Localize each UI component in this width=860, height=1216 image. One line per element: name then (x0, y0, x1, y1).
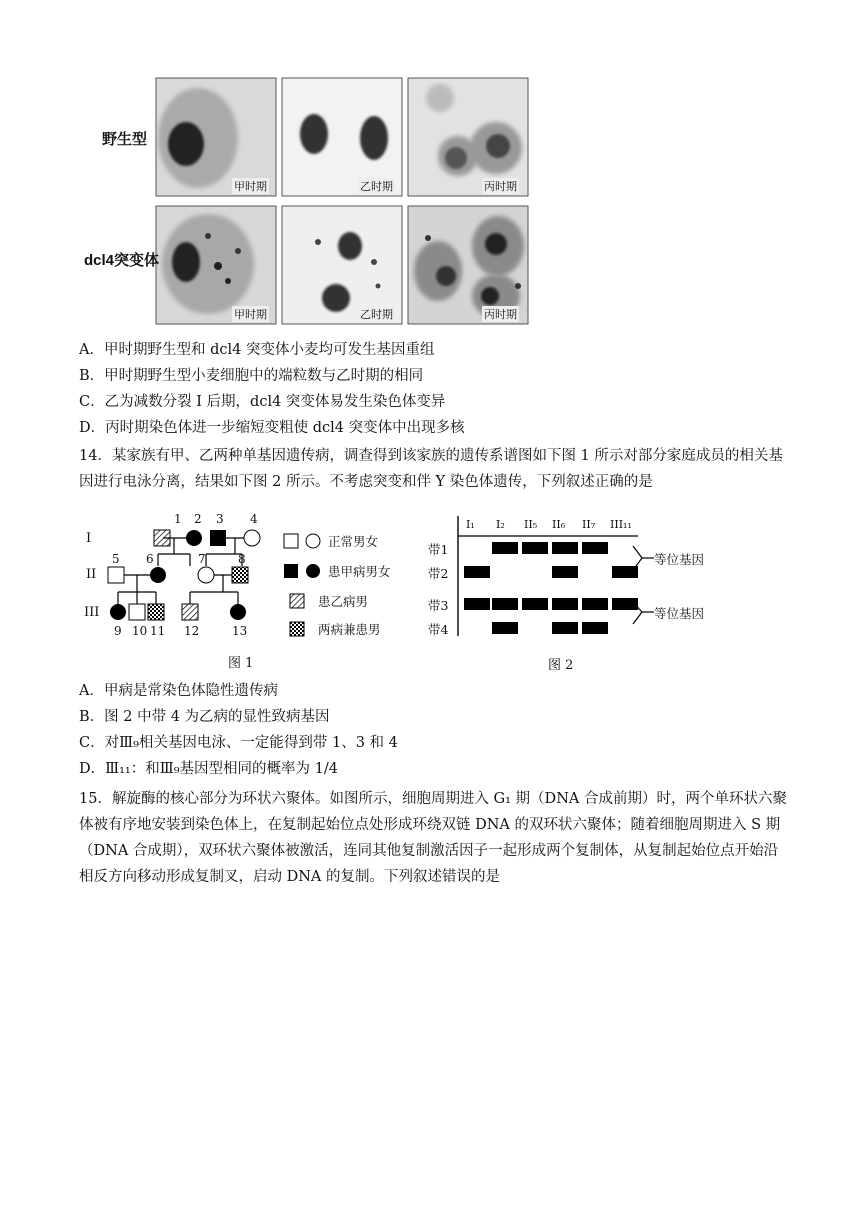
q14-option-b: B．图 2 中带 4 为乙病的显性致病基因 (79, 709, 330, 725)
stage-label-jia-2: 甲时期 (234, 308, 267, 321)
gel-band (492, 542, 518, 554)
pedigree-number: 5 (112, 552, 120, 566)
gel-band (612, 566, 638, 578)
row-label-mutant: dcl4突变体 (84, 252, 160, 269)
column-label: II₅ (524, 518, 538, 531)
allele-label-1: 等位基因 (654, 552, 705, 567)
band-label-2: 带2 (428, 566, 449, 581)
column-label: I₁ (466, 518, 475, 531)
pedigree-number: 7 (198, 552, 206, 566)
pedigree-figure (80, 508, 420, 676)
stage-label-yi-1: 乙时期 (360, 180, 393, 193)
gel-band (492, 598, 518, 610)
q14-option-c: C．对Ⅲ₉相关基因电泳、一定能得到带 1、3 和 4 (79, 735, 398, 751)
q14-stem: 14．某家族有甲、乙两种单基因遗传病，调查得到该家族的遗传系谱图如下图 1 所示对部分家庭成员的相关基因进行电泳分离，结果如下图 2 所示。不考虑突变和伴 Y 染色体遗传，下列叙述正确的是 (79, 448, 783, 490)
q14-option-d: D．Ⅲ₁₁：和Ⅲ₉基因型相同的概率为 1/4 (79, 761, 338, 777)
pedigree-number: 13 (232, 624, 248, 638)
gel-band (464, 598, 490, 610)
gen-label-iii: III (84, 605, 100, 620)
legend-disease-b: 患乙病男 (318, 594, 369, 609)
electrophoresis-gel (428, 510, 728, 674)
pedigree-number: 1 (174, 512, 182, 526)
stage-label-jia-1: 甲时期 (234, 180, 267, 193)
electrophoresis-figure (428, 510, 728, 674)
gel-band (552, 598, 578, 610)
allele-label-2: 等位基因 (654, 606, 705, 621)
q13-option-b: B．甲时期野生型小麦细胞中的端粒数与乙时期的相同 (79, 368, 424, 384)
column-label: II₆ (552, 518, 566, 531)
column-label: I₂ (496, 518, 505, 531)
gen-label-ii: II (86, 567, 97, 582)
legend-both: 两病兼患男 (318, 622, 381, 637)
gel-band (582, 622, 608, 634)
gel-band (552, 542, 578, 554)
fig1-caption: 图 1 (228, 656, 254, 671)
pedigree-number: 4 (250, 512, 258, 526)
gel-band (464, 566, 490, 578)
micrograph-images (78, 76, 538, 328)
q13-option-a: A．甲时期野生型和 dcl4 突变体小麦均可发生基因重组 (79, 342, 435, 358)
gel-band (612, 598, 638, 610)
legend-normal: 正常男女 (328, 534, 379, 549)
pedigree-number: 10 (132, 624, 148, 638)
legend-disease-a: 患甲病男女 (328, 564, 391, 579)
band-label-1: 带1 (428, 542, 449, 557)
q14-option-a: A．甲病是常染色体隐性遗传病 (79, 683, 278, 699)
pedigree-number: 3 (216, 512, 224, 526)
row-label-wildtype: 野生型 (102, 131, 148, 148)
pedigree-number: 9 (114, 624, 122, 638)
stage-label-bing-2: 丙时期 (484, 308, 517, 321)
gel-band (552, 566, 578, 578)
pedigree-number: 12 (184, 624, 200, 638)
band-label-4: 带4 (428, 622, 449, 637)
pedigree-number: 8 (238, 552, 246, 566)
stage-label-bing-1: 丙时期 (484, 180, 517, 193)
gel-band (552, 622, 578, 634)
q13-option-c: C．乙为减数分裂 I 后期，dcl4 突变体易发生染色体变异 (79, 394, 446, 410)
gel-band (492, 622, 518, 634)
q15-stem: 15．解旋酶的核心部分为环状六聚体。如图所示，细胞周期进入 G₁ 期（DNA 合成前期）时，两个单环状六聚体被有序地安装到染色体上，在复制起始位点处形成环绕双链 DNA 的双环状六聚体；随着细胞周期进入 S 期（DNA 合成期），双环状六聚体被激活，连同其他复制激活因子一起形成两个复制体，从复制起始位点开始沿相反方向移动形成复制叉，启动 DNA 的复制。下列叙述错误的是 (79, 791, 787, 885)
column-label: III₁₁ (610, 518, 632, 531)
micrograph-figure (78, 76, 538, 328)
column-label: II₇ (582, 518, 596, 531)
stage-label-yi-2: 乙时期 (360, 308, 393, 321)
gel-band (582, 542, 608, 554)
gel-band (582, 598, 608, 610)
gel-band (522, 598, 548, 610)
pedigree-number: 6 (146, 552, 154, 566)
band-label-3: 带3 (428, 598, 449, 613)
fig2-caption: 图 2 (548, 658, 574, 673)
gen-label-i: I (86, 531, 92, 546)
gel-band (522, 542, 548, 554)
q13-option-d: D．丙时期染色体进一步缩短变粗使 dcl4 突变体中出现多核 (79, 420, 465, 436)
pedigree-number: 11 (150, 624, 166, 638)
pedigree-number: 2 (194, 512, 202, 526)
